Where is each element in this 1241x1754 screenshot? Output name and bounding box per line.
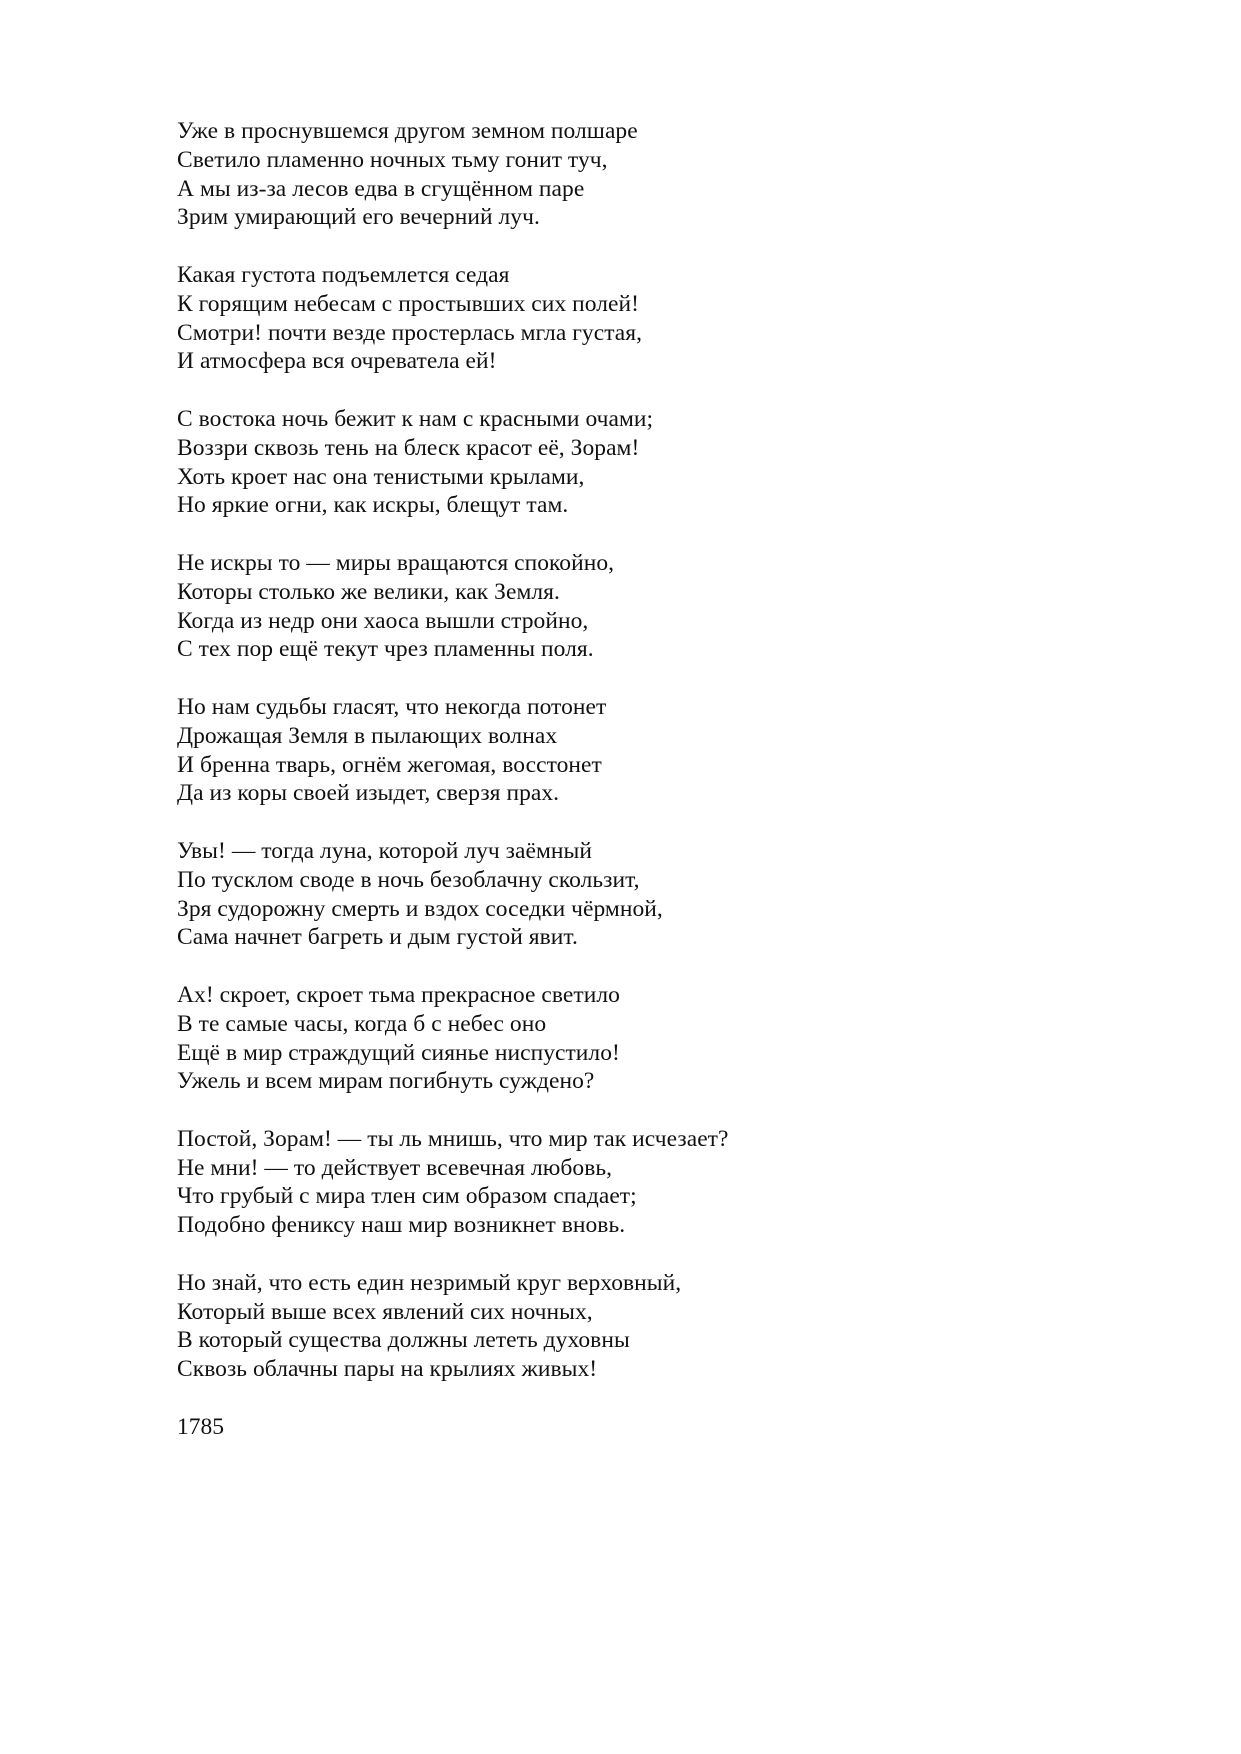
poem-line: Сквозь облачны пары на крылиях живых! — [177, 1356, 598, 1383]
stanza-7 — [177, 981, 1077, 1096]
poem-line: Ещё в мир страждущий сиянье ниспустило! — [177, 1039, 620, 1066]
poem-line: А мы из-за лесов едва в сгущённом паре — [177, 175, 585, 202]
poem-line: Уже в проснувшемся другом земном полшаре — [177, 118, 638, 144]
stanza-5 — [177, 693, 1077, 808]
poem-line: Хоть кроет нас она тенистыми крылами, — [177, 463, 585, 490]
poem-line: По тусклом своде в ночь безоблачну скользит, — [177, 866, 640, 893]
poem-line: Но нам судьбы гласят, что некогда потонет — [177, 693, 607, 720]
poem-line: Увы! — тогда луна, которой луч заёмный — [177, 837, 592, 864]
poem-line: Ужель и всем мирам погибнуть суждено? — [177, 1068, 595, 1095]
poem-line: Воззри сквозь тень на блеск красот её, Зорам! — [177, 434, 640, 461]
poem-line: И бренна тварь, огнём жегомая, восстонет — [177, 751, 602, 778]
stanza-2 — [177, 261, 1077, 376]
stanza-8 — [177, 1125, 1077, 1240]
poem-line: Ах! скроет, скроет тьма прекрасное светило — [177, 981, 620, 1008]
poem-line: С востока ночь бежит к нам с красными очами; — [177, 405, 654, 432]
poem-line: Светило пламенно ночных тьму гонит туч, — [177, 146, 608, 173]
poem-line: Но яркие огни, как искры, блещут там. — [177, 492, 569, 519]
poem-line: Постой, Зорам! — ты ль мнишь, что мир так исчезает? — [177, 1125, 729, 1152]
poem-line: Зрим умирающий его вечерний луч. — [177, 204, 540, 231]
poem-line: Дрожащая Земля в пылающих волнах — [177, 722, 558, 749]
stanza-6 — [177, 837, 1077, 952]
stanza-1 — [177, 117, 1077, 232]
stanza-4 — [177, 549, 1077, 664]
poem-line: Который выше всех явлений сих ночных, — [177, 1298, 593, 1325]
poem-line: Сама начнет багреть и дым густой явит. — [177, 924, 578, 951]
poem-line: Какая густота подъемлется седая — [177, 261, 510, 288]
poem-line: С тех пор ещё текут чрез пламенны поля. — [177, 636, 594, 663]
poem-line: Зря судорожну смерть и вздох соседки чёрмной, — [177, 895, 663, 922]
poem-line: Не мни! — то действует всевечная любовь, — [177, 1154, 613, 1181]
poem — [177, 117, 1077, 1442]
poem-line: В который существа должны лететь духовны — [177, 1327, 630, 1354]
stanza-9 — [177, 1269, 1077, 1384]
poem-line: Когда из недр они хаоса вышли стройно, — [177, 607, 589, 634]
poem-line: Что грубый с мира тлен сим образом спадает; — [177, 1183, 637, 1210]
poem-line: Которы столько же велики, как Земля. — [177, 578, 560, 605]
poem-line: Смотри! почти везде простерлась мгла густая, — [177, 319, 643, 346]
stanza-3 — [177, 405, 1077, 520]
poem-line: В те самые часы, когда б с небес оно — [177, 1010, 547, 1037]
poem-date: 1785 — [177, 1413, 224, 1440]
poem-line: Подобно фениксу наш мир возникнет вновь. — [177, 1212, 626, 1239]
poem-line: Но знай, что есть един незримый круг верховный, — [177, 1269, 682, 1296]
poem-line: Да из коры своей изыдет, сверзя прах. — [177, 780, 560, 807]
poem-line: Не искры то — миры вращаются спокойно, — [177, 549, 615, 576]
poem-line: И атмосфера вся очреватела ей! — [177, 348, 497, 375]
poem-line: К горящим небесам с простывших сих полей! — [177, 290, 639, 317]
